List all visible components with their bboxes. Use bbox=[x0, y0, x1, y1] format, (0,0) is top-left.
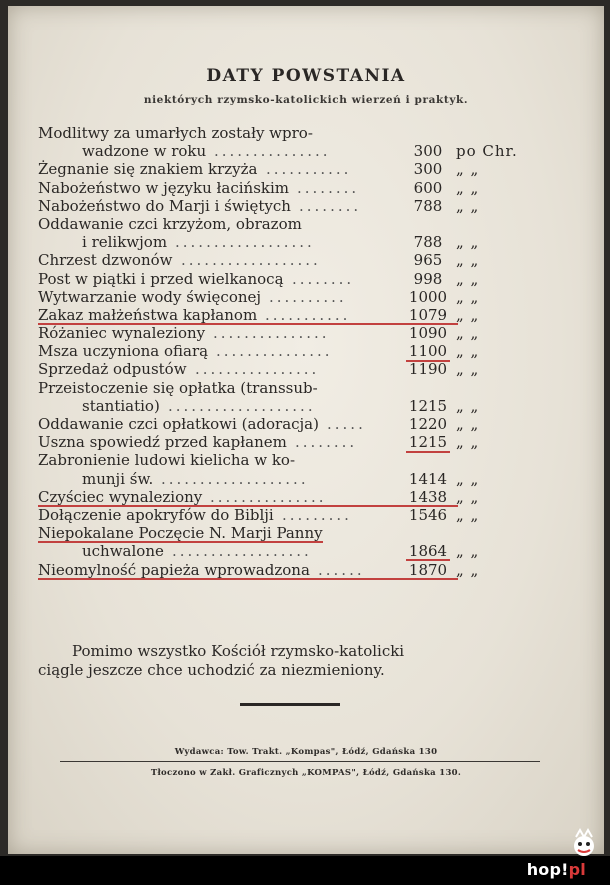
date-entry bbox=[38, 160, 558, 178]
entry-text: Przeistoczenie się opłatka (transsub- bbox=[38, 378, 318, 397]
entry-era-suffix: „ „ bbox=[456, 305, 480, 324]
date-entry bbox=[38, 197, 558, 215]
entry-text: Żegnanie się znakiem krzyża bbox=[38, 160, 258, 179]
date-entry bbox=[38, 324, 558, 342]
watermark-bar bbox=[0, 856, 610, 885]
entry-text: uchwalone bbox=[82, 542, 164, 561]
entry-year: 1414 bbox=[408, 469, 448, 488]
leader-dots: ............... bbox=[216, 342, 333, 361]
entry-text: Oddawanie czci krzyżom, obrazom bbox=[38, 214, 302, 233]
entry-era-suffix: „ „ bbox=[456, 487, 480, 506]
entry-era-suffix: „ „ bbox=[456, 342, 480, 361]
entry-era-suffix: „ „ bbox=[456, 178, 480, 197]
entry-text: Post w piątki i przed wielkanocą bbox=[38, 269, 284, 288]
leader-dots: .................. bbox=[175, 233, 315, 252]
date-entry bbox=[38, 488, 558, 506]
leader-dots: ................... bbox=[161, 469, 309, 488]
date-entry bbox=[38, 288, 558, 306]
entry-text: Sprzedaż odpustów bbox=[38, 360, 187, 379]
entry-year: 965 bbox=[413, 251, 443, 270]
entry-line bbox=[38, 379, 558, 397]
entry-era-suffix: „ „ bbox=[456, 505, 480, 524]
leader-dots: ........ bbox=[299, 196, 362, 215]
entry-text: wadzone w roku bbox=[82, 142, 207, 161]
entry-text: Niepokalane Poczęcie N. Marji Panny bbox=[38, 524, 323, 543]
entry-line bbox=[38, 524, 558, 542]
entry-line bbox=[38, 470, 558, 488]
entry-line bbox=[38, 251, 558, 269]
entry-era-suffix: „ „ bbox=[456, 287, 480, 306]
date-entry bbox=[38, 306, 558, 324]
entry-text: Nieomylność papieża wprowadzona bbox=[38, 560, 310, 579]
entry-year: 300 bbox=[413, 160, 443, 179]
closing-note-line-1: Pomimo wszystko Kościół rzymsko-katolicki bbox=[72, 642, 405, 660]
entry-line bbox=[38, 451, 558, 469]
date-entry bbox=[38, 342, 558, 360]
entry-text: i relikwjom bbox=[82, 233, 168, 252]
entry-line bbox=[38, 415, 558, 433]
entry-year: 1215 bbox=[408, 396, 448, 415]
leader-dots: ............... bbox=[210, 487, 327, 506]
date-entry bbox=[38, 124, 558, 160]
entry-text: Uszna spowiedź przed kapłanem bbox=[38, 433, 287, 452]
leader-dots: .................. bbox=[172, 542, 312, 561]
entry-line bbox=[38, 360, 558, 378]
date-entry bbox=[38, 415, 558, 433]
entry-line bbox=[38, 433, 558, 451]
entry-text: Chrzest dzwonów bbox=[38, 251, 173, 270]
entry-year: 1190 bbox=[408, 360, 448, 379]
entry-line bbox=[38, 124, 558, 142]
entry-era-suffix: „ „ bbox=[456, 560, 480, 579]
entry-text: Nabożeństwo w języku łacińskim bbox=[38, 178, 290, 197]
entry-line bbox=[38, 324, 558, 342]
entry-era-suffix: „ „ bbox=[456, 360, 480, 379]
date-entry bbox=[38, 379, 558, 415]
entry-text: munji św. bbox=[82, 469, 154, 488]
entry-year: 1079 bbox=[408, 305, 448, 324]
entry-text: Modlitwy za umarłych zostały wpro- bbox=[38, 124, 313, 142]
date-entry bbox=[38, 270, 558, 288]
document-title: DATY POWSTANIA bbox=[206, 66, 406, 86]
entry-era-suffix: „ „ bbox=[456, 324, 480, 343]
watermark-separator: ! bbox=[561, 860, 569, 879]
entry-line bbox=[38, 542, 558, 560]
leader-dots: ...... bbox=[318, 560, 365, 579]
printer-line: Tłoczono w Zakł. Graficznych „KOMPAS", Łódź, Gdańska 130. bbox=[150, 768, 462, 778]
date-entry bbox=[38, 451, 558, 487]
entry-text: Dołączenie apokryfów do Biblji bbox=[38, 505, 274, 524]
entry-text: Zabronienie ludowi kielicha w ko- bbox=[38, 451, 296, 470]
entry-era-suffix: „ „ bbox=[456, 160, 480, 179]
date-entry bbox=[38, 251, 558, 269]
entry-year: 300 bbox=[413, 142, 443, 161]
publisher-line: Wydawca: Tow. Trakt. „Kompas", Łódź, Gdańska 130 bbox=[174, 747, 438, 757]
entry-era-suffix: „ „ bbox=[456, 196, 480, 215]
date-entry bbox=[38, 433, 558, 451]
entry-text: stantiatio) bbox=[82, 396, 160, 415]
entry-text: Zakaz małżeństwa kapłanom bbox=[38, 305, 258, 324]
entry-year: 600 bbox=[413, 178, 443, 197]
highlight-underline bbox=[38, 578, 458, 580]
entry-line bbox=[38, 288, 558, 306]
entry-line bbox=[38, 561, 558, 579]
footer-rule bbox=[60, 761, 540, 762]
leader-dots: ..... bbox=[327, 415, 366, 433]
date-entry bbox=[38, 524, 558, 560]
watermark-logo bbox=[527, 860, 586, 879]
date-entry bbox=[38, 215, 558, 251]
leader-dots: ................... bbox=[168, 396, 316, 415]
entry-year: 1100 bbox=[406, 342, 450, 362]
entry-line bbox=[38, 306, 558, 324]
entry-era-suffix: „ „ bbox=[456, 415, 480, 433]
entry-text: Oddawanie czci opłatkowi (adoracja) bbox=[38, 415, 319, 433]
entry-year: 1870 bbox=[408, 560, 448, 579]
entry-line bbox=[38, 179, 558, 197]
entry-year: 1000 bbox=[408, 287, 448, 306]
entry-line bbox=[38, 342, 558, 360]
entry-year: 998 bbox=[413, 269, 443, 288]
dates-list bbox=[38, 124, 558, 579]
date-entry bbox=[38, 360, 558, 378]
leader-dots: ................ bbox=[195, 360, 320, 379]
entry-line bbox=[38, 215, 558, 233]
entry-line bbox=[38, 270, 558, 288]
watermark-text-accent: pl bbox=[568, 860, 586, 879]
closing-note-line-2: ciągle jeszcze chce uchodzić za niezmieniony. bbox=[38, 660, 385, 679]
entry-text: Nabożeństwo do Marji i świętych bbox=[38, 196, 291, 215]
entry-era-suffix: „ „ bbox=[456, 396, 480, 415]
entry-line bbox=[38, 160, 558, 178]
leader-dots: .......... bbox=[269, 287, 347, 306]
entry-era-suffix: „ „ bbox=[456, 433, 480, 452]
mascot-icon bbox=[566, 826, 602, 860]
entry-line bbox=[38, 142, 558, 160]
leader-dots: ........ bbox=[295, 433, 358, 452]
leader-dots: ........... bbox=[266, 160, 352, 179]
entry-year: 1546 bbox=[408, 505, 448, 524]
entry-year: 788 bbox=[413, 233, 443, 252]
closing-note bbox=[38, 642, 558, 679]
entry-line bbox=[38, 197, 558, 215]
date-entry bbox=[38, 179, 558, 197]
entry-text: Wytwarzanie wody święconej bbox=[38, 287, 262, 306]
entry-line bbox=[38, 488, 558, 506]
entry-year: 788 bbox=[413, 196, 443, 215]
entry-year: 1438 bbox=[408, 487, 448, 506]
leader-dots: ......... bbox=[282, 505, 352, 524]
entry-era-suffix: „ „ bbox=[456, 542, 480, 561]
entry-line bbox=[38, 397, 558, 415]
entry-era-suffix: po Chr. bbox=[456, 142, 518, 161]
entry-era-suffix: „ „ bbox=[456, 251, 480, 270]
leader-dots: .................. bbox=[181, 251, 321, 270]
leader-dots: ........ bbox=[297, 178, 360, 197]
leader-dots: ........... bbox=[265, 305, 351, 324]
entry-year: 1215 bbox=[406, 433, 450, 453]
watermark-text-main: hop bbox=[526, 860, 562, 879]
leader-dots: ........ bbox=[292, 269, 355, 288]
entry-year: 1090 bbox=[408, 324, 448, 343]
entry-era-suffix: „ „ bbox=[456, 269, 480, 288]
section-divider bbox=[240, 703, 340, 706]
document-page bbox=[8, 6, 604, 854]
leader-dots: ............... bbox=[213, 324, 330, 343]
entry-line bbox=[38, 506, 558, 524]
date-entry bbox=[38, 561, 558, 579]
entry-line bbox=[38, 233, 558, 251]
entry-text: Czyściec wynaleziony bbox=[38, 487, 203, 506]
entry-text: Różaniec wynaleziony bbox=[38, 324, 206, 343]
entry-era-suffix: „ „ bbox=[456, 233, 480, 252]
date-entry bbox=[38, 506, 558, 524]
entry-text: Msza uczyniona ofiarą bbox=[38, 342, 209, 361]
entry-era-suffix: „ „ bbox=[456, 469, 480, 488]
entry-year: 1864 bbox=[408, 542, 448, 561]
document-subtitle: niektórych rzymsko-katolickich wierzeń i praktyk. bbox=[143, 94, 469, 106]
leader-dots: ............... bbox=[214, 142, 331, 161]
entry-year: 1220 bbox=[408, 415, 448, 433]
